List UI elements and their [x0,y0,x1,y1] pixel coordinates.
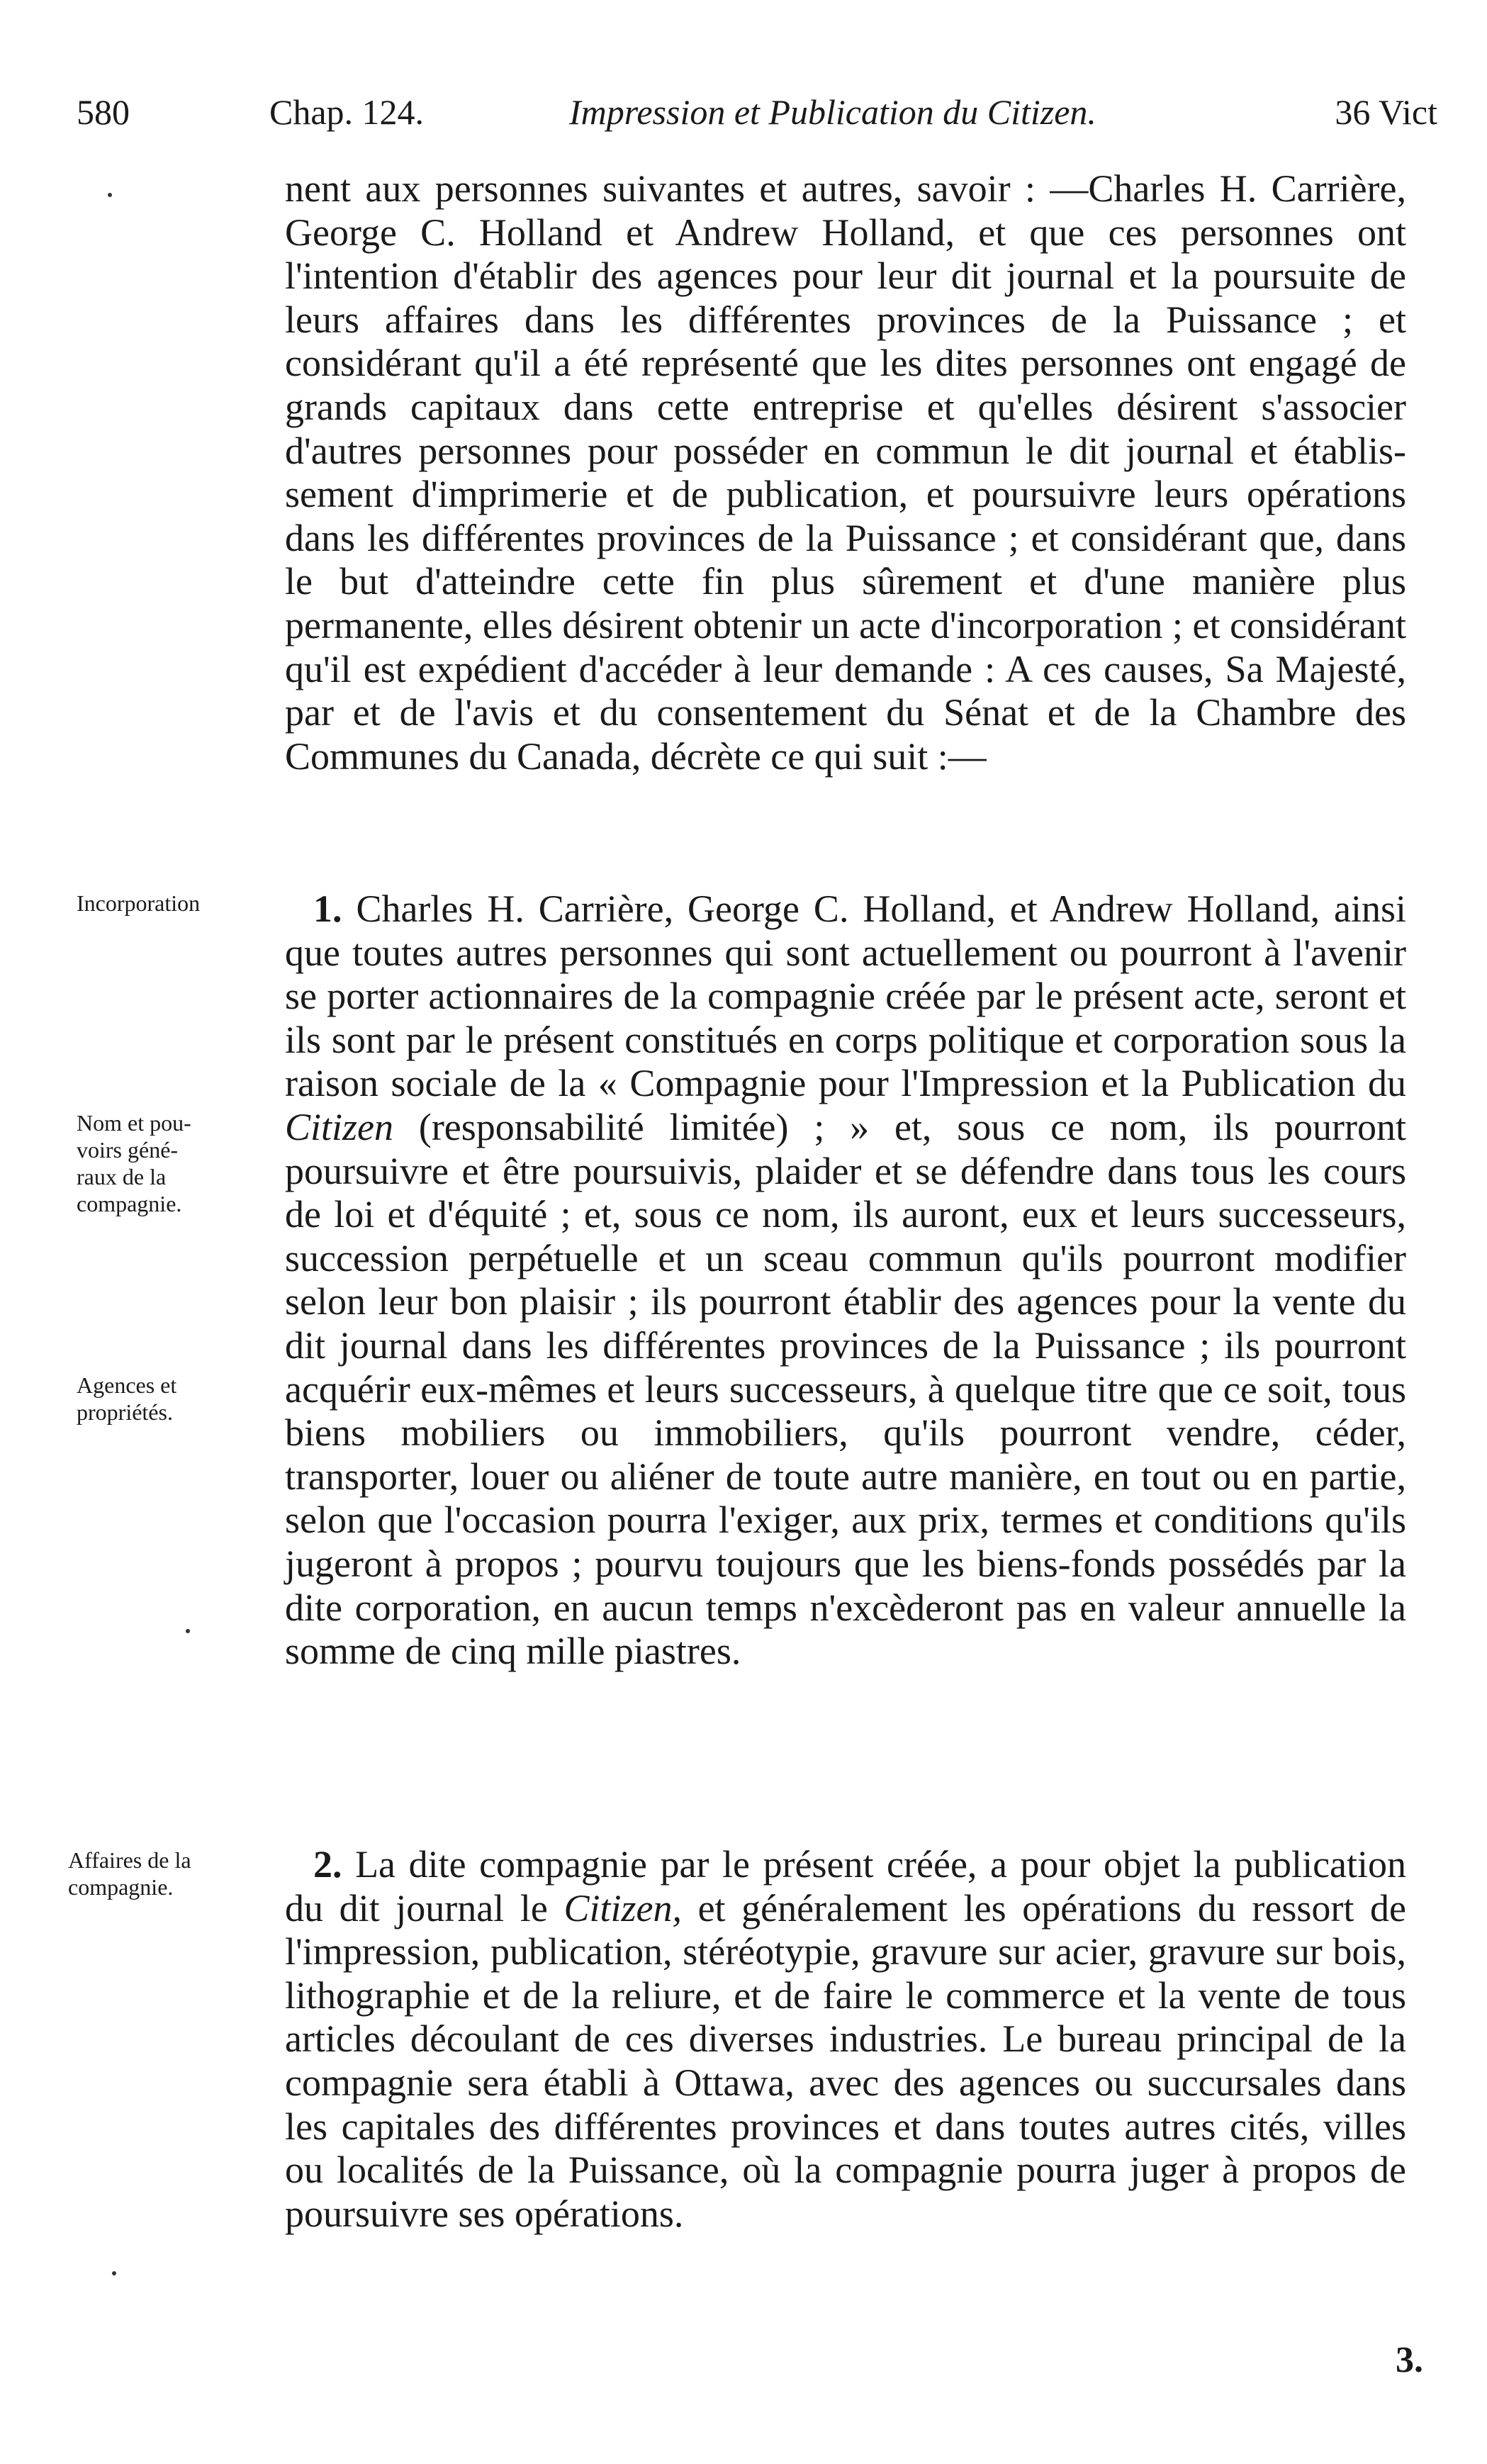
marginal-note-line: voirs géné- [77,1137,179,1163]
marginal-note-nom-pouvoirs [77,1109,191,1217]
marginal-note-line: Incorporation [77,890,201,916]
marginal-note-line: Affaires de la [68,1847,191,1873]
section-2-paragraph [285,1843,1406,2236]
marginal-note-line: Nom et pou- [77,1110,191,1136]
marginal-note-line: raux de la [77,1164,167,1189]
section-2-text-cont: et généralement les opérations du ressort de l'impression, publication, stéréotypie, gravure sur acier, gravure sur bois, lithographie et de la reliure, et de faire le commerce et la vente de tous articles découlant de ces diverses industries. Le bureau principal de la compagnie sera établi à Ottawa, avec des agences ou succursales dans les capitales des différentes provinces et dans toutes autres cités, villes ou localités de la Puissance, où la compagnie pourra juger à propos de poursuivre ses opérations. [285,1886,1406,2235]
marginal-note-line: propriétés. [77,1399,173,1425]
catchword: 3. [1396,2340,1423,2380]
marginal-note-line: Agences et [77,1372,177,1398]
section-2-number: 2. [313,1843,342,1886]
citizen-title-italic: Citizen, [563,1886,682,1930]
page-number: 580 [77,92,130,132]
marginal-note-incorporation [77,890,200,917]
regnal-year: 36 Vict [1335,92,1437,132]
section-2-text: La dite compagnie par le présent créée, a pour objet la publication du dit journal le [285,1843,1407,1930]
stray-dot-mark [112,2271,116,2275]
section-1-text: Charles H. Carrière, George C. Holland, et Andrew Holland, ainsi que toutes autres personnes qui sont actuellement ou pourront à l'avenir se porter actionnaires de la compagnie créée par le présent acte, seront et ils sont par le présent constitués en corps politique et corporation sous la raison sociale de la « Compagnie pour l'Impression et la Publication du [285,887,1406,1105]
marginal-note-line: compagnie. [68,1874,174,1900]
running-title: Impression et Publication du Citizen. [569,92,1096,132]
running-head [77,84,1437,140]
citizen-title-italic: Citizen [285,1105,394,1148]
section-1-paragraph [285,887,1406,1674]
chapter-label: Chap. 124. [269,92,425,132]
section-1-number: 1. [313,887,342,930]
preamble-paragraph: nent aux personnes suivantes et autres, savoir : —Charles H. Carrière, George C. Holland et Andrew Holland, et que ces personnes ont l'intention d'établir des agences pour leur dit journal et la poursuite de leurs affaires dans les différentes provinces de la Puissance ; et considérant qu'il a été représenté que les dites personnes ont engagé de grands capitaux dans cette entreprise et qu'elles désirent s'associer d'autres personnes pour posséder en commun le dit journal et établissement d'imprimerie et de publication, et poursuivre leurs opérations dans les différentes provinces de la Puissance ; et considérant que, dans le but d'atteindre cette fin plus sûrement et d'une manière plus permanente, elles désirent obtenir un acte d'incorporation ; et considérant qu'il est expédient d'accéder à leur demande : A ces causes, Sa Majesté, par et de l'avis et du consentement du Sénat et de la Chambre des Communes du Canada, décrète ce qui suit :— [285,167,1406,778]
stray-dot-mark [186,1629,190,1633]
marginal-note-agences [77,1372,176,1426]
marginal-note-affaires [68,1847,191,1900]
section-1-text-cont: (responsabilité limitée) ; » et, sous ce nom, ils pourront poursuivre et être poursuivis, plaider et se défendre dans tous les cours de loi et d'équité ; et, sous ce nom, ils auront, eux et leurs successeurs, succession perpétuelle et un sceau commun qu'ils pourront modifier selon leur bon plaisir ; ils pourront établir des agences pour la vente du dit journal dans les différentes provinces de la Puissance ; ils pourront acquérir eux-mêmes et leurs successeurs, à quelque titre que ce soit, tous biens mobiliers ou immobiliers, qu'ils pourront vendre, céder, transporter, louer ou aliéner de toute autre manière, en tout ou en partie, selon que l'occasion pourra l'exiger, aux prix, termes et conditions qu'ils jugeront à propos ; pourvu toujours que les biens-fonds possédés par la dite corporation, en aucun temps n'excèderont pas en valeur annuelle la somme de cinq mille piastres. [285,1105,1406,1673]
marginal-note-line: compagnie. [77,1191,182,1216]
stray-dot-mark [108,193,112,197]
